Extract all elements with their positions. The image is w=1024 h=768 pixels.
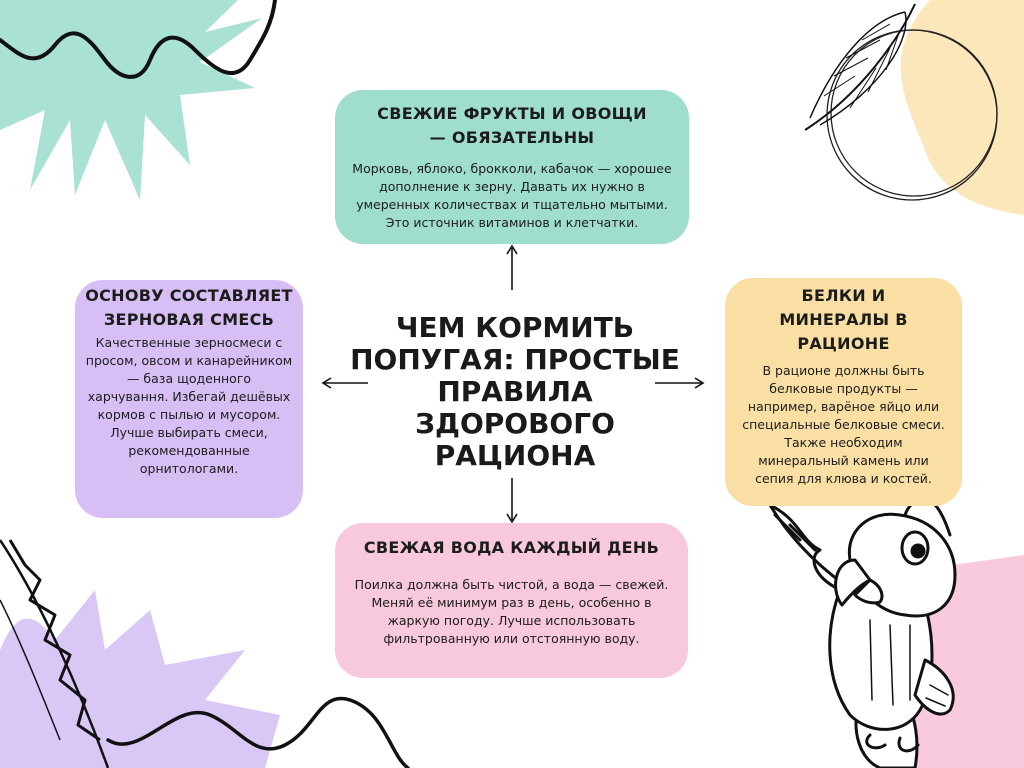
card-heading: СВЕЖИЕ ФРУКТЫ И ОВОЩИ — ОБЯЗАТЕЛЬНЫ — [377, 104, 647, 147]
card-text: Качественные зерносмеси с просом, овсом и канарейником — база щоденного харчування. Избегай дешёвых кормов с пылью и мусором. Лучше выбирать смеси, рекомендованные орнитологами. — [85, 335, 293, 476]
card-text: В рационе должны быть белковые продукты — например, варёное яйцо или специальные белковые смеси. Также необходим минеральный камень или сепия для клюва и костей. — [742, 363, 945, 486]
card-proteins-minerals — [725, 278, 962, 506]
card-heading: ОСНОВУ СОСТАВЛЯЕТ ЗЕРНОВАЯ СМЕСЬ — [85, 286, 293, 329]
card-fresh-water — [335, 523, 688, 678]
card-text: Поилка должна быть чистой, а вода — свежей. Меняй её минимум раз в день, особенно в жаркую погоду. Лучше использовать фильтрованную или отстоянную воду. — [354, 577, 669, 646]
card-fresh-fruits — [335, 90, 689, 244]
mint-splash-shape — [0, 0, 262, 200]
card-grain-mix — [75, 280, 303, 518]
card-text: Морковь, яблоко, брокколи, кабачок — хорошее дополнение к зерну. Давать их нужно в умеренных количествах и тщательно мытыми. Это источник витаминов и клетчатки. — [352, 161, 672, 230]
feather-top-right-icon — [805, 4, 915, 130]
card-heading: СВЕЖАЯ ВОДА КАЖДЫЙ ДЕНЬ — [363, 538, 660, 557]
page-title: ЧЕМ КОРМИТЬ ПОПУГАЯ: ПРОСТЫЕ ПРАВИЛА ЗДОРОВОГО РАЦИОНА — [350, 311, 680, 472]
card-heading: БЕЛКИ И МИНЕРАЛЫ В РАЦИОНЕ — [779, 286, 908, 353]
